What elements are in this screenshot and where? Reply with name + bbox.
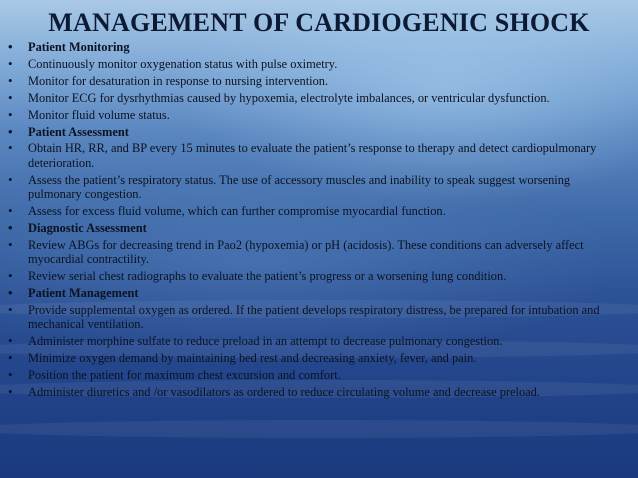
- list-item: [6, 74, 626, 88]
- bullet-icon: •: [8, 203, 13, 219]
- bullet-icon: •: [8, 302, 13, 317]
- list-item-text: Review serial chest radiographs to evaluate the patient’s progress or a worsening lung condition.: [28, 269, 507, 284]
- list-item: [6, 368, 626, 382]
- list-item: [6, 303, 626, 332]
- list-item: [6, 385, 626, 399]
- bullet-icon: •: [8, 123, 13, 139]
- bullet-icon: •: [8, 89, 13, 105]
- bullet-icon: •: [8, 333, 13, 349]
- list-item: [6, 269, 626, 283]
- list-item: [6, 351, 626, 365]
- list-item-text: Monitor fluid volume status.: [28, 107, 170, 122]
- bullet-icon: •: [8, 268, 13, 284]
- list-item-text: Assess the patient’s respiratory status. The use of accessory muscles and inability to speak suggest worsening pulmonary congestion.: [28, 172, 571, 202]
- bullet-icon: •: [8, 140, 13, 156]
- ocean-wave-decoration: [0, 420, 638, 438]
- list-item: [6, 57, 626, 71]
- list-item: [6, 238, 626, 267]
- list-item-text: Patient Management: [28, 286, 139, 301]
- list-item-text: Continuously monitor oxygenation status with pulse oximetry.: [28, 56, 338, 71]
- bullet-icon: •: [8, 384, 13, 400]
- list-item-text: Administer morphine sulfate to reduce preload in an attempt to decrease pulmonary congestion.: [28, 334, 503, 349]
- section-heading: [6, 125, 626, 139]
- list-item-text: Diagnostic Assessment: [28, 220, 147, 235]
- bullet-icon: •: [8, 236, 13, 252]
- list-item: [6, 334, 626, 348]
- bullet-icon: •: [8, 350, 13, 366]
- list-item: [6, 141, 626, 170]
- bullet-icon: •: [8, 55, 13, 71]
- list-item-text: Position the patient for maximum chest excursion and comfort.: [28, 368, 341, 383]
- list-item-text: Review ABGs for decreasing trend in Pao2 (hypoxemia) or pH (acidosis). These conditions can adversely affect myocardial contractility.: [28, 237, 584, 267]
- list-item-text: Obtain HR, RR, and BP every 15 minutes to evaluate the patient’s response to therapy and detect cardiopulmonary deterioration.: [28, 141, 597, 170]
- list-item: [6, 204, 626, 218]
- list-item: [6, 108, 626, 122]
- section-heading: [6, 286, 626, 300]
- bullet-icon: •: [8, 285, 13, 301]
- list-item-text: Minimize oxygen demand by maintaining bed rest and decreasing anxiety, fever, and pain.: [28, 351, 477, 366]
- list-item-text: Monitor for desaturation in response to nursing intervention.: [28, 73, 329, 88]
- list-item-text: Monitor ECG for dysrhythmias caused by hypoxemia, electrolyte imbalances, or ventricular dysfunction.: [28, 90, 550, 105]
- list-item-text: Provide supplemental oxygen as ordered. If the patient develops respiratory distress, be prepared for intubation and mechanical ventilation.: [28, 303, 600, 332]
- list-item-text: Patient Assessment: [28, 124, 129, 139]
- bullet-list: [6, 40, 626, 402]
- bullet-icon: •: [8, 106, 13, 122]
- bullet-icon: •: [8, 72, 13, 88]
- bullet-icon: •: [8, 219, 13, 235]
- section-heading: [6, 221, 626, 235]
- list-item-text: Patient Monitoring: [28, 40, 130, 54]
- bullet-icon: •: [8, 39, 13, 54]
- slide-title: MANAGEMENT OF CARDIOGENIC SHOCK: [48, 8, 590, 37]
- list-item-text: Administer diuretics and /or vasodilators as ordered to reduce circulating volume and decrease preload.: [28, 385, 540, 400]
- list-item: [6, 91, 626, 105]
- bullet-icon: •: [8, 367, 13, 383]
- list-item: [6, 173, 626, 202]
- section-heading: [6, 40, 626, 54]
- list-item-text: Assess for excess fluid volume, which can further compromise myocardial function.: [28, 204, 446, 219]
- bullet-icon: •: [8, 171, 13, 187]
